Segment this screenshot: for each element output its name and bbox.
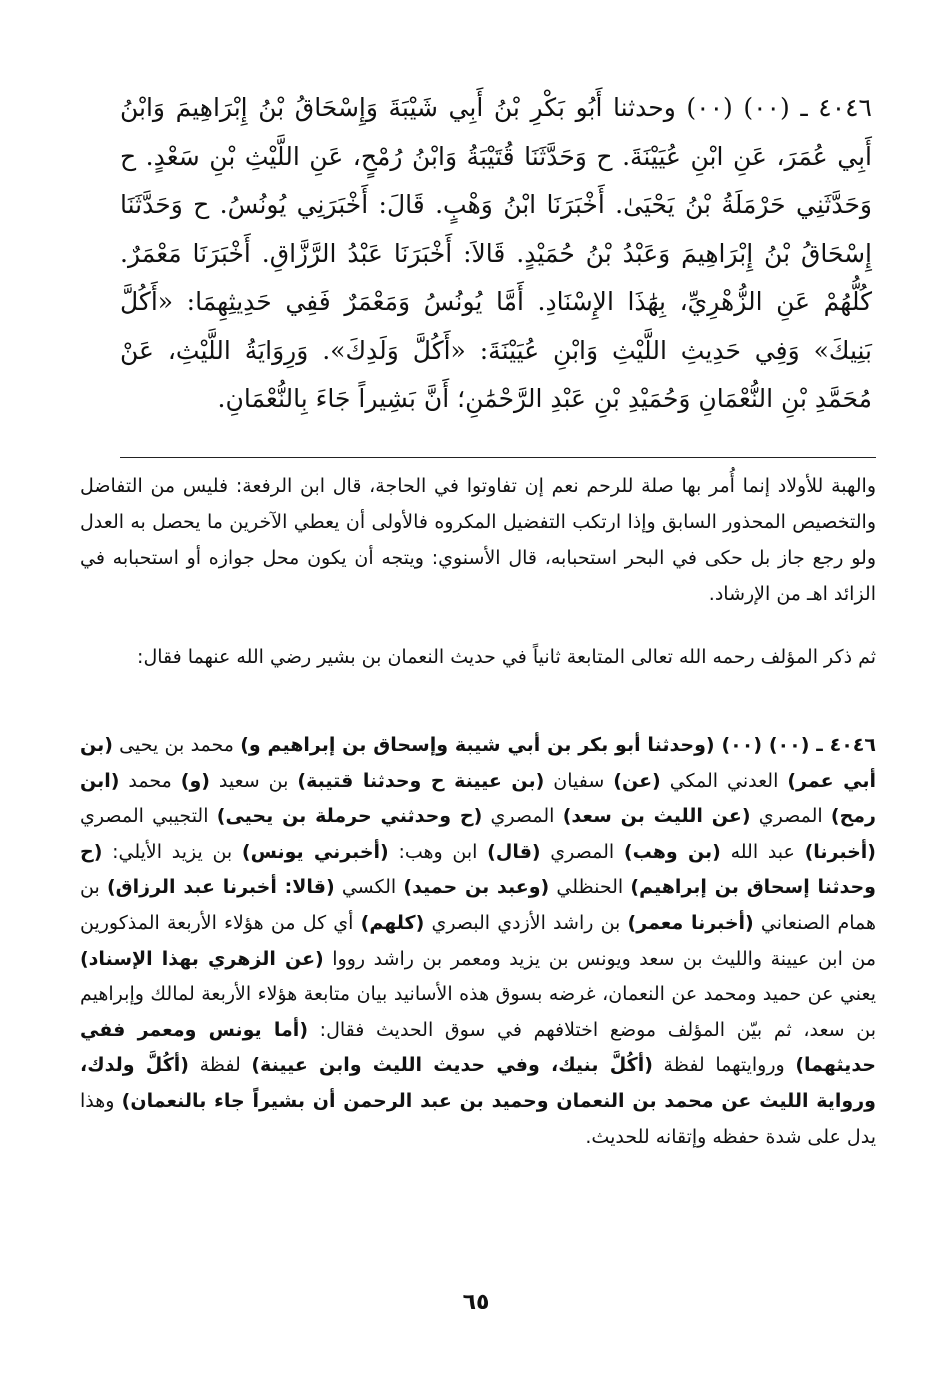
commentary-paragraph-3 — [80, 728, 876, 1155]
bold-segment: (قالا: أخبرنا عبد الرزاق) — [106, 876, 335, 899]
text-segment: بن همام الصنعاني — [80, 876, 877, 934]
text-segment: محمد — [119, 769, 181, 792]
text-segment: لفظة — [188, 1054, 252, 1077]
text-segment: المصري — [540, 840, 624, 863]
page-number: ٦٥ — [462, 1290, 490, 1315]
bold-segment: (كلهم) — [360, 911, 425, 934]
bold-segment: (قال) — [487, 840, 541, 863]
text-segment: سفيان — [544, 769, 614, 792]
bold-segment: (بن عيينة ح وحدثنا قتيبة) — [297, 769, 545, 792]
bold-segment: (عن الليث بن سعد) — [562, 805, 751, 828]
commentary-paragraph-1 — [80, 468, 876, 612]
footnote-separator-line — [120, 457, 876, 458]
text-segment: وروايتهما لفظة — [652, 1054, 796, 1077]
text-segment: عبد الله — [720, 840, 805, 863]
text-segment: محمد بن يحيى — [112, 734, 241, 756]
hadith-text: ٤٠٤٦ ـ (٠٠) (٠٠) وحدثنا أَبُو بَكْرِ بْنُ أَبِي شَيْبَةَ وَإِسْحَاقُ بْنُ إِبْرَاهِيمَ وَابْنُ أَبِي عُمَرَ، عَنِ ابْنِ عُيَيْنَةَ. ح وَحَدَّثَنَا قُتَيْبَةُ وَابْنُ رُمْحٍ، عَنِ اللَّيْثِ بْنِ سَعْدٍ. ح وَحَدَّثَنِي حَرْمَلَةُ بْنُ يَحْيَىٰ. أَخْبَرَنَا ابْنُ وَهْبٍ. قَالَ: أَخْبَرَنِي يُونُسُ. ح وَحَدَّثَنَا إِسْحَاقُ بْنُ إِبْرَاهِيمَ وَعَبْدُ بْنُ حُمَيْدٍ. قَالاَ: أَخْبَرَنَا عَبْدُ الرَّزَّاقِ. أَخْبَرَنَا مَعْمَرٌ. كُلُّهُمْ عَنِ الزُّهْرِيِّ، بِهَٰذَا الإِسْنَادِ. أَمَّا يُونُسُ وَمَعْمَرٌ فَفِي حَدِيثِهِمَا: «أَكُلَّ بَنِيكَ» وَفِي حَدِيثِ اللَّيْثِ وَابْنِ عُيَيْنَةَ: «أَكُلَّ وَلَدِكَ». وَرِوَايَةُ اللَّيْثِ، عَنْ مُحَمَّدِ بْنِ النُّعْمَانِ وَحُمَيْدِ بْنِ عَبْدِ الرَّحْمَٰنِ؛ أَنَّ بَشِيراً جَاءَ بِالنُّعْمَانِ. — [120, 93, 873, 413]
bold-segment: (وعبد بن حميد) — [403, 876, 550, 899]
text-segment: بن سعيد — [209, 769, 298, 792]
bold-segment: (ح وحدثنا إسحاق بن إبراهيم) — [80, 840, 876, 899]
bold-segment: (ح وحدثني حرملة بن يحيى) — [216, 805, 483, 828]
text-segment: ابن وهب: — [388, 840, 488, 863]
text-segment: بن يزيد الأيلي: — [102, 840, 242, 863]
bold-segment: (أكُلَّ ولدك، ورواية الليث عن محمد بن النعمان وحميد بن عبد الرحمن أن بشيراً جاء بالنعمان) — [80, 1054, 876, 1112]
bold-segment: (عن) — [613, 769, 661, 792]
text-segment: التجيبي المصري — [80, 805, 217, 828]
bold-segment: (أما يونس ومعمر ففي حديثهما) — [80, 1018, 876, 1077]
bold-segment: (أخبرنا) — [804, 840, 876, 863]
bold-segment: (ابن رمح) — [80, 769, 876, 828]
text-segment: الحنظلي — [549, 876, 631, 899]
text-segment: الكسي — [334, 876, 404, 899]
text-segment: يعني عن حميد ومحمد عن النعمان، غرضه بسوق هذه الأسانيد بيان متابعة هؤلاء الأربعة لمالك وإبراهيم بن سعد، ثم بيّن المؤلف موضع اختلافهم في سوق الحديث فقال: — [80, 983, 877, 1041]
text-segment: العدني المكي — [660, 769, 788, 792]
text-segment: وهذا يدل على شدة حفظه وإتقانه للحديث. — [80, 1089, 876, 1148]
commentary-text: والهبة للأولاد إنما أُمر بها صلة للرحم نعم إن تفاوتوا في الحاجة، قال ابن الرفعة: فليس من التفاضل والتخصيص المحذور السابق وإذا ارتكب التفضيل المكروه فالأولى أن يعطي الآخرين ما يحصل به العدل ولو رجع جاز بل حكى في البحر استحبابه، قال الأسنوي: ويتجه أن يكون محل جوازه أو استحبابه في الزائد اهـ من الإرشاد. — [80, 475, 876, 605]
commentary-text: ثم ذكر المؤلف رحمه الله تعالى المتابعة ثانياً في حديث النعمان بن بشير رضي الله عنهما فقال: — [137, 646, 876, 668]
bold-segment: (و) — [180, 769, 210, 792]
commentary-text — [80, 728, 876, 1155]
text-segment: أي كل من هؤلاء الأربعة المذكورين من ابن عيينة والليث بن سعد ويونس بن يزيد ومعمر بن راشد رووا — [80, 911, 876, 970]
text-segment: المصري — [750, 805, 831, 828]
bold-segment: (أكُلَّ بنيك، وفي حديث الليث وابن عيينة) — [251, 1054, 653, 1077]
bold-segment: (عن الزهري بهذا الإسناد) — [80, 947, 324, 970]
bold-segment: (بن وهب) — [623, 840, 721, 863]
commentary-paragraph-2 — [80, 638, 876, 676]
text-segment: المصري — [482, 805, 563, 828]
text-segment: بن راشد الأزدي البصري — [424, 911, 628, 934]
bold-segment: ٤٠٤٦ ـ (٠٠) (٠٠) (وحدثنا أبو بكر بن أبي شيبة وإسحاق بن إبراهيم و) — [240, 734, 876, 756]
bold-segment: (أخبرني يونس) — [241, 840, 389, 863]
bold-segment: (أخبرنا معمر) — [627, 911, 754, 934]
bold-segment: (بن أبي عمر) — [80, 734, 876, 792]
